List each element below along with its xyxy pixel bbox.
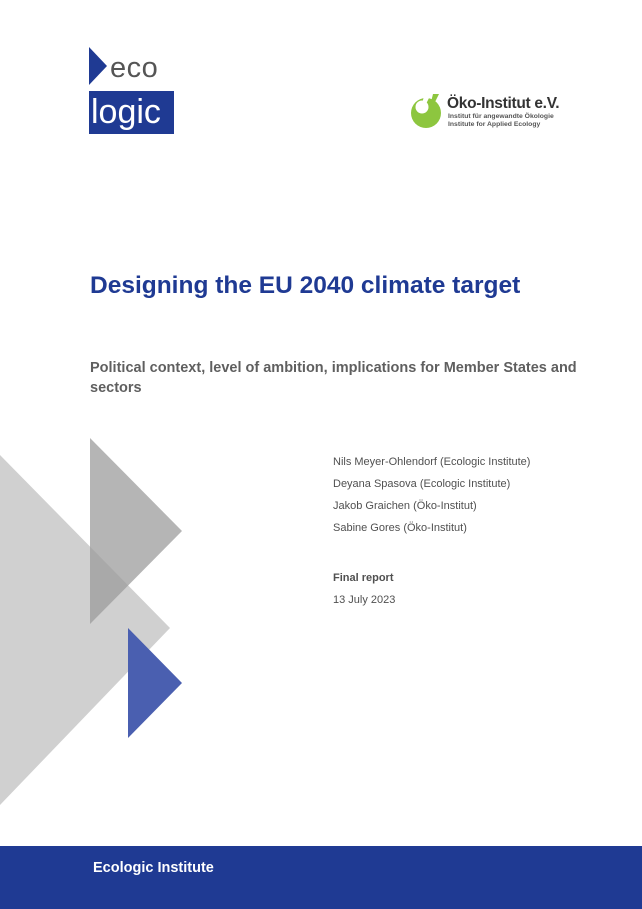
logo-logic-box	[89, 91, 174, 134]
logo-triangle-icon	[89, 47, 107, 85]
report-date: 13 July 2023	[333, 594, 396, 606]
author-1: Nils Meyer-Ohlendorf (Ecologic Institute)	[333, 456, 531, 468]
document-subtitle: Political context, level of ambition, implications for Member States and sectors	[90, 360, 577, 396]
footer-institute-name: Ecologic Institute	[93, 860, 214, 876]
oeko-institut-logo	[411, 94, 571, 134]
logo-eco-text: eco	[110, 52, 159, 84]
oeko-leaf-icon	[411, 94, 445, 130]
ecologic-logo	[89, 47, 175, 134]
oeko-subtitle-en: Institute for Applied Ecology	[448, 121, 541, 128]
document-title: Designing the EU 2040 climate target	[90, 272, 521, 299]
logo-logic-text: logic	[91, 93, 161, 131]
author-2: Deyana Spasova (Ecologic Institute)	[333, 478, 511, 490]
oeko-name: Öko-Institut e.V.	[447, 95, 560, 112]
author-4: Sabine Gores (Öko-Institut)	[333, 522, 467, 534]
report-type: Final report	[333, 572, 394, 584]
oeko-subtitle-de: Institut für angewandte Ökologie	[448, 113, 554, 120]
blue-triangle	[128, 628, 182, 738]
author-3: Jakob Graichen (Öko-Institut)	[333, 500, 477, 512]
footer-band	[0, 846, 642, 909]
